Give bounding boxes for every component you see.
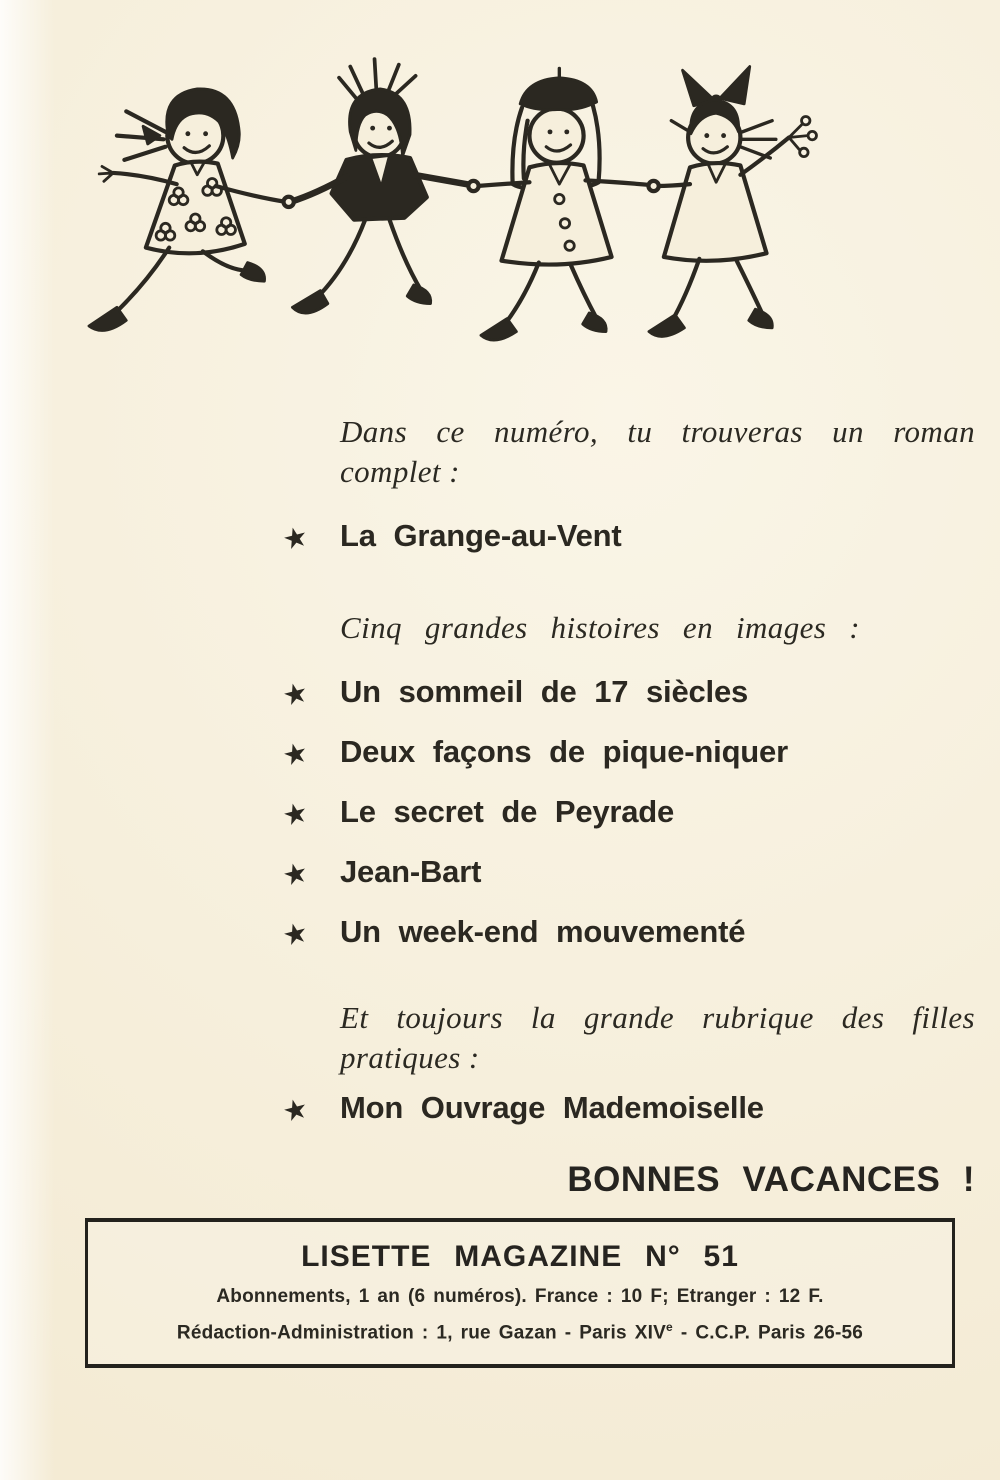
toc-item bbox=[279, 674, 975, 714]
toc-item bbox=[279, 734, 975, 774]
rubrique-intro bbox=[283, 998, 975, 1078]
joined-hand-2 bbox=[468, 181, 478, 191]
toc-item-label: Deux façons de pique-niquer bbox=[340, 734, 788, 769]
subscription-line: Abonnements, 1 an (6 numéros). France : 10 F; Etranger : 12 F. bbox=[216, 1286, 824, 1307]
star-icon: ★ bbox=[279, 734, 312, 774]
star-icon: ★ bbox=[279, 854, 312, 894]
magazine-title: LISETTE MAGAZINE N° 51 bbox=[301, 1240, 739, 1273]
address-line-after: - C.C.P. Paris 26-56 bbox=[672, 1322, 864, 1344]
star-icon: ★ bbox=[279, 674, 312, 714]
toc-item-label: Jean-Bart bbox=[340, 854, 482, 889]
children-illustration bbox=[52, 46, 824, 354]
toc-item-label: La Grange-au-Vent bbox=[340, 518, 622, 553]
toc-item-label: Le secret de Peyrade bbox=[340, 794, 675, 829]
girl-3 bbox=[477, 68, 651, 340]
table-of-contents bbox=[279, 412, 975, 1200]
star-icon: ★ bbox=[279, 518, 312, 558]
closing-message: BONNES VACANCES ! bbox=[567, 1160, 975, 1199]
magazine-info-box bbox=[85, 1218, 955, 1368]
address-line-sup: e bbox=[665, 1320, 673, 1334]
star-icon: ★ bbox=[279, 1090, 312, 1130]
roman-intro bbox=[283, 412, 975, 492]
girl-2 bbox=[291, 59, 472, 313]
joined-hand-3 bbox=[648, 181, 658, 191]
histoires-heading: Cinq grandes histoires en images : bbox=[340, 610, 860, 645]
toc-item bbox=[279, 914, 975, 954]
toc-item bbox=[279, 794, 975, 834]
star-icon: ★ bbox=[279, 914, 312, 954]
girl-1 bbox=[89, 89, 286, 331]
toc-item-label: Mon Ouvrage Mademoiselle bbox=[340, 1090, 764, 1125]
joined-hand-1 bbox=[284, 197, 294, 207]
toc-item-label: Un sommeil de 17 siècles bbox=[340, 674, 749, 709]
rubrique-intro-line1: Et toujours la grande rubrique des filles bbox=[340, 1000, 975, 1035]
girl-4 bbox=[649, 67, 817, 337]
address-line-before: Rédaction-Administration : 1, rue Gazan - Paris XIV bbox=[176, 1322, 666, 1344]
children-illustration-svg bbox=[52, 46, 824, 354]
toc-item-ouvrage bbox=[279, 1090, 975, 1130]
star-icon: ★ bbox=[279, 794, 312, 834]
rubrique-intro-line2: pratiques : bbox=[340, 1040, 480, 1075]
roman-intro-line2: complet : bbox=[340, 454, 460, 489]
toc-item bbox=[279, 854, 975, 894]
toc-item-roman bbox=[279, 518, 975, 558]
histoires-list bbox=[279, 674, 975, 954]
roman-intro-line1: Dans ce numéro, tu trouveras un roman bbox=[340, 414, 975, 449]
address-line bbox=[108, 1312, 932, 1348]
toc-item-label: Un week-end mouvementé bbox=[340, 914, 746, 949]
